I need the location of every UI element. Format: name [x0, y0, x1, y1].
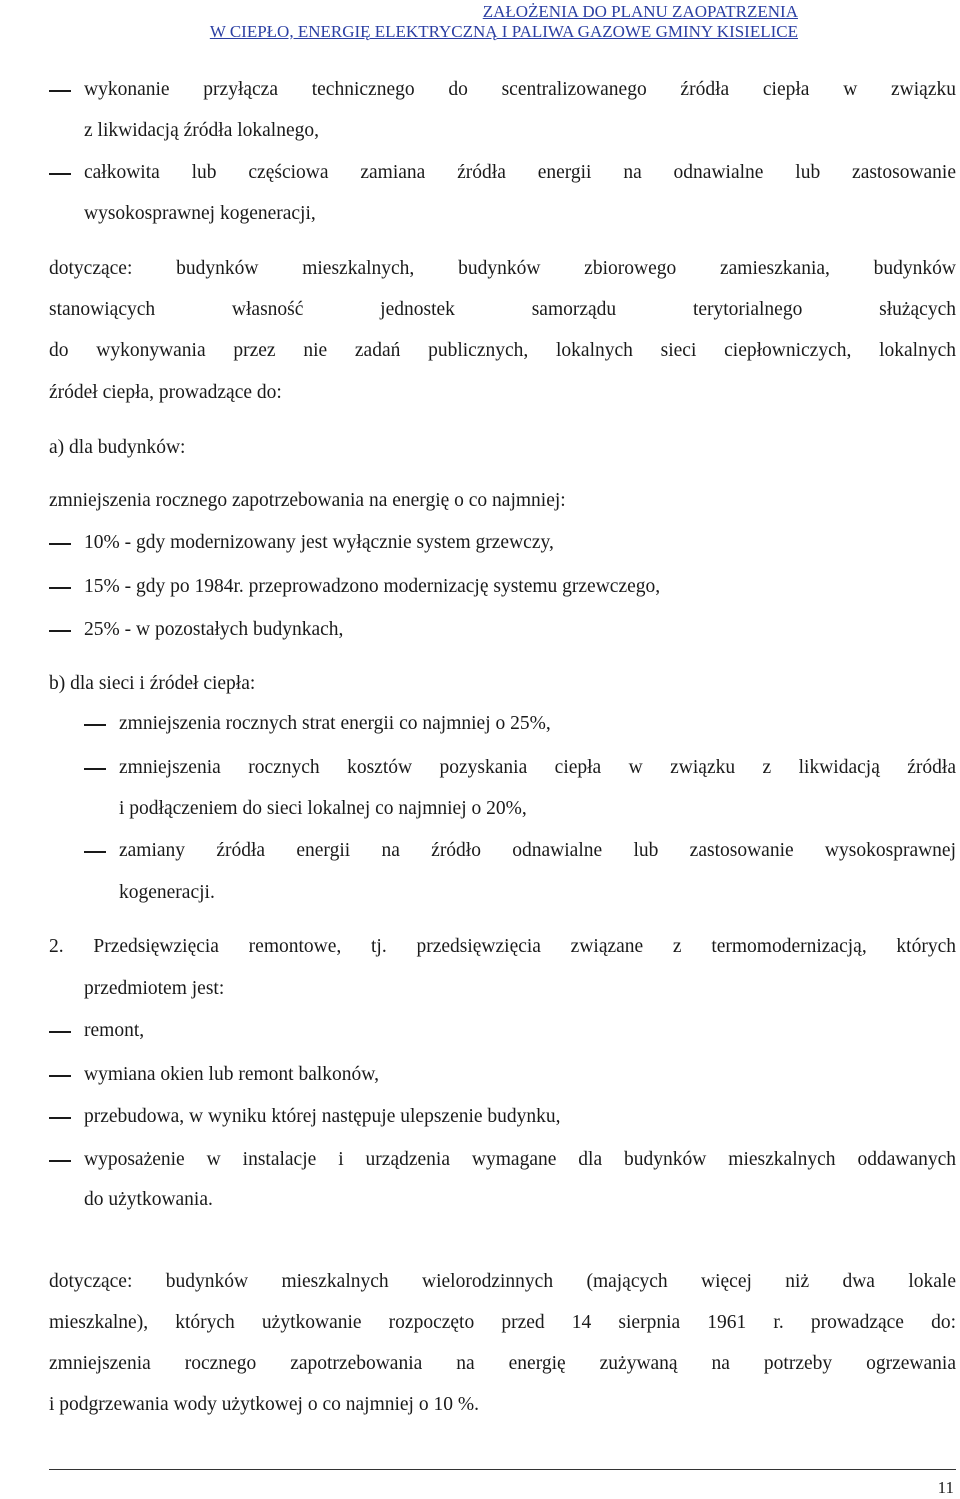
text-line: i podłączeniem do sieci lokalnej co najmniej o 20%, — [119, 798, 527, 819]
text-line: kogeneracji. — [119, 882, 215, 903]
text-line: wymiana okien lub remont balkonów, — [84, 1064, 379, 1085]
text-line: b) dla sieci i źródeł ciepła: — [49, 673, 256, 694]
text-line: zmniejszenia rocznych strat energii co najmniej o 25%, — [119, 713, 551, 734]
text-line: wyposażenie w instalacje i urządzenia wymagane dla budynków mieszkalnych oddawanych — [84, 1149, 956, 1170]
text-line: i podgrzewania wody użytkowej o co najmniej o 10 %. — [49, 1394, 479, 1415]
dash-marker — [84, 712, 106, 726]
text-line: zmniejszenia rocznego zapotrzebowania na energię zużywaną na potrzeby ogrzewania — [49, 1353, 956, 1374]
dash-marker — [49, 531, 71, 545]
text-line: wysokosprawnej kogeneracji, — [84, 203, 316, 224]
dash-marker — [49, 1105, 71, 1119]
dash-marker — [49, 575, 71, 589]
dash-marker — [49, 618, 71, 632]
text-line: a) dla budynków: — [49, 437, 186, 458]
dash-marker — [49, 1148, 71, 1162]
text-line: 25% - w pozostałych budynkach, — [84, 619, 344, 640]
text-line: do użytkowania. — [84, 1189, 213, 1210]
text-line: 2. Przedsięwzięcia remontowe, tj. przedsięwzięcia związane z termomodernizacją, których — [49, 936, 956, 957]
dash-marker — [49, 1063, 71, 1077]
text-line: dotyczące: budynków mieszkalnych wielorodzinnych (mających więcej niż dwa lokale — [49, 1271, 956, 1292]
footer-rule — [49, 1469, 956, 1470]
text-line: z likwidacją źródła lokalnego, — [84, 120, 319, 141]
text-line: 10% - gdy modernizowany jest wyłącznie system grzewczy, — [84, 532, 554, 553]
text-line: stanowiących własność jednostek samorządu terytorialnego służących — [49, 299, 956, 320]
text-line: 15% - gdy po 1984r. przeprowadzono modernizację systemu grzewczego, — [84, 576, 661, 597]
text-line: dotyczące: budynków mieszkalnych, budynków zbiorowego zamieszkania, budynków — [49, 258, 956, 279]
text-line: mieszkalne), których użytkowanie rozpoczęto przed 14 sierpnia 1961 r. prowadzące do: — [49, 1312, 956, 1333]
dash-marker — [49, 78, 71, 92]
text-line: remont, — [84, 1020, 145, 1041]
text-line: przebudowa, w wyniku której następuje ulepszenie budynku, — [84, 1106, 561, 1127]
text-line: zmniejszenia rocznych kosztów pozyskania ciepła w związku z likwidacją źródła — [119, 757, 956, 778]
text-line: przedmiotem jest: — [84, 978, 225, 999]
dash-marker — [49, 161, 71, 175]
page-number: 11 — [937, 1478, 954, 1497]
text-line: całkowita lub częściowa zamiana źródła energii na odnawialne lub zastosowanie — [84, 162, 956, 183]
dash-marker — [49, 1019, 71, 1033]
text-line: źródeł ciepła, prowadzące do: — [49, 382, 282, 403]
document-header — [98, 2, 798, 42]
text-line: zamiany źródła energii na źródło odnawialne lub zastosowanie wysokosprawnej — [119, 840, 956, 861]
text-line: wykonanie przyłącza technicznego do scentralizowanego źródła ciepła w związku — [84, 79, 956, 100]
header-line-1: ZAŁOŻENIA DO PLANU ZAOPATRZENIA — [482, 2, 798, 21]
dash-marker — [84, 756, 106, 770]
dash-marker — [84, 839, 106, 853]
text-line: do wykonywania przez nie zadań publicznych, lokalnych sieci ciepłowniczych, lokalnych — [49, 340, 956, 361]
text-line: zmniejszenia rocznego zapotrzebowania na energię o co najmniej: — [49, 490, 566, 511]
header-line-2: W CIEPŁO, ENERGIĘ ELEKTRYCZNĄ I PALIWA GAZOWE GMINY KISIELICE — [209, 22, 798, 41]
